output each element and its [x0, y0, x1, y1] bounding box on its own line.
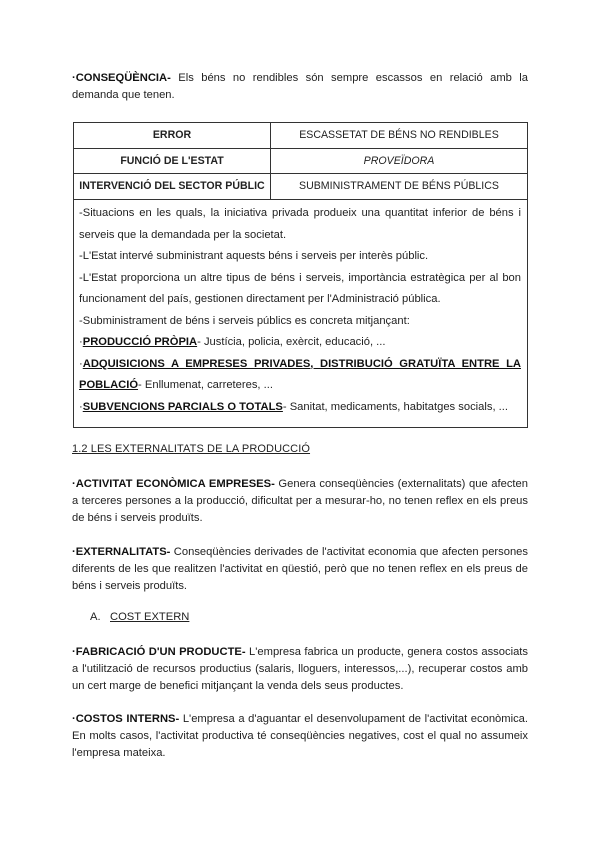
table-notes-cell — [73, 198, 528, 428]
consequencia-term: ·CONSEQÜÈNCIA- — [72, 72, 171, 84]
externalitats-paragraph — [72, 544, 528, 596]
table-value-funcio: PROVEÏDORA — [271, 148, 528, 174]
list-marker: A. — [90, 611, 101, 623]
intervention-table — [73, 122, 528, 200]
fabricacio-paragraph — [72, 644, 528, 696]
table-label-error: ERROR — [74, 123, 271, 149]
note-item-text: - Enllumenat, carreteres, ... — [138, 379, 273, 391]
note-item-key: SUBVENCIONS PARCIALS O TOTALS — [82, 400, 283, 413]
note-item-text: - Justícia, policia, exèrcit, educació, ... — [197, 336, 386, 348]
note-item — [79, 332, 521, 354]
activitat-paragraph — [72, 476, 528, 528]
note-item-text: - Sanitat, medicaments, habitatges socials, ... — [282, 400, 508, 413]
list-label: COST EXTERN — [110, 611, 190, 623]
consequencia-text: Els béns no rendibles són sempre escassos en relació amb la demanda que tenen. — [72, 72, 528, 102]
activitat-text: Genera conseqüències (externalitats) que afecten a terceres persones a la producció, dificultat per a mesurar-ho, no tenen reflex en els preus de béns i serveis produïts. — [72, 478, 528, 525]
fabricacio-term: ·FABRICACIÓ D'UN PRODUCTE- — [72, 646, 246, 658]
table-value-error: ESCASSETAT DE BÉNS NO RENDIBLES — [271, 123, 528, 149]
table-label-funcio: FUNCIÓ DE L'ESTAT — [74, 148, 271, 174]
table-row — [74, 123, 528, 149]
fabricacio-text: L'empresa fabrica un producte, genera costos associats a l'utilització de recursos productius (salaris, lloguers, interessos,...), recuperar costos amb un cert marge de benefici mitjançant la venda dels seus productes. — [72, 646, 528, 693]
externalitats-term: ·EXTERNALITATS- — [72, 546, 171, 558]
consequencia-paragraph — [72, 70, 528, 104]
list-item-cost-extern — [90, 611, 189, 623]
note-item-bullet: · — [79, 357, 83, 370]
costos-paragraph — [72, 711, 528, 763]
note-item-key: ADQUISICIONS A EMPRESES PRIVADES, DISTRIBUCIÓ GRATUÏTA ENTRE LA POBLACIÓ — [79, 357, 521, 391]
activitat-term: ·ACTIVITAT ECONÒMICA EMPRESES- — [72, 478, 275, 490]
table-label-intervencio: INTERVENCIÓ DEL SECTOR PÚBLIC — [74, 174, 271, 200]
note-line: -Subministrament de béns i serveis públics es concreta mitjançant: — [79, 314, 410, 327]
costos-term: ·COSTOS INTERNS- — [72, 713, 180, 725]
note-item-bullet: · — [79, 400, 83, 413]
table-row — [74, 148, 528, 174]
note-item-key: PRODUCCIÓ PRÒPIA — [82, 336, 198, 348]
table-value-intervencio: SUBMINISTRAMENT DE BÉNS PÚBLICS — [271, 174, 528, 200]
note-item — [79, 397, 521, 419]
note-line: -L'Estat proporciona un altre tipus de béns i serveis, importància estratègica per al bon funcionament del país, gestionen directament per l'Administració pública. — [79, 271, 521, 305]
note-item — [79, 354, 521, 397]
note-line: -L'Estat intervé subministrant aquests béns i serveis per interès públic. — [79, 250, 429, 262]
externalitats-text: Conseqüències derivades de l'activitat economia que afecten persones diferents de les que realitzen l'activitat en qüestió, però que no tenen reflex en els preus de béns i serveis produïts. — [72, 546, 528, 593]
note-line: -Situacions en les quals, la iniciativa privada produeix una quantitat inferior de béns i serveis que la demandada per la societat. — [79, 207, 521, 241]
costos-text: L'empresa a d'aguantar el desenvolupament de l'activitat econòmica. En molts casos, l'activitat productiva té conseqüències negatives, cost el qual no assumeix l'empresa mateixa. — [72, 713, 529, 760]
section-heading: 1.2 LES EXTERNALITATS DE LA PRODUCCIÓ — [72, 443, 311, 455]
note-item-bullet: · — [79, 336, 83, 348]
table-row — [74, 174, 528, 200]
